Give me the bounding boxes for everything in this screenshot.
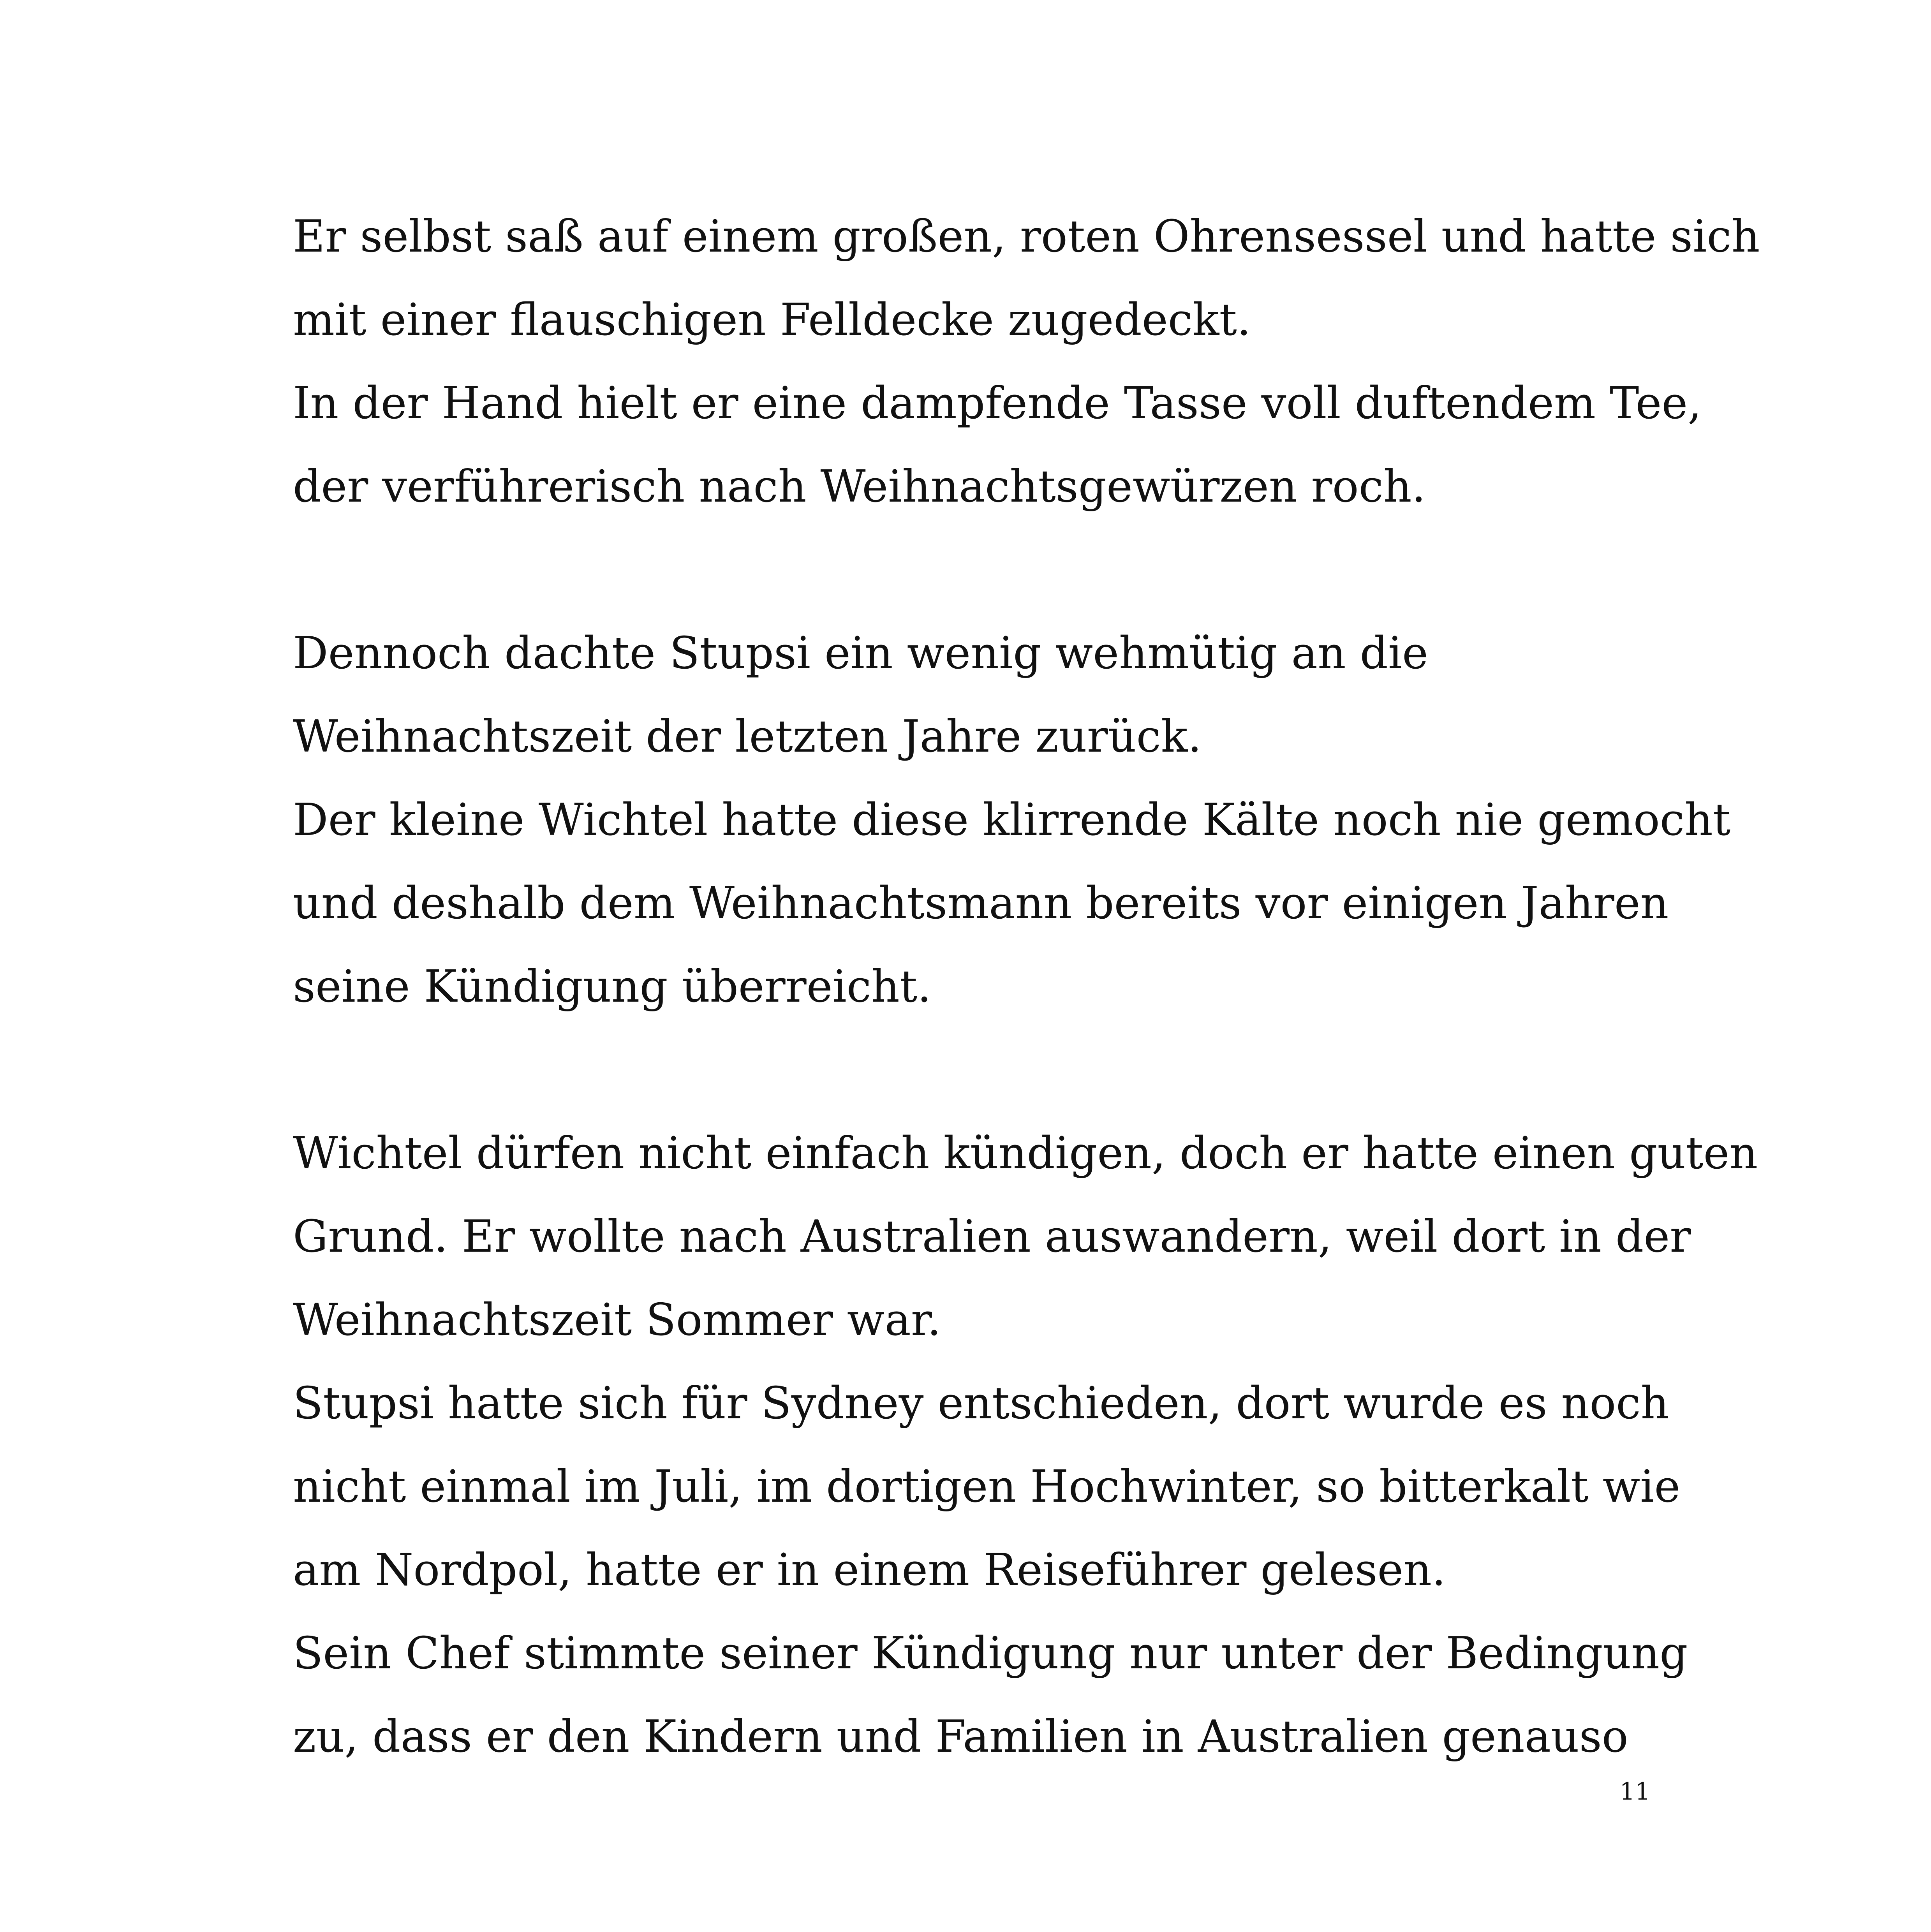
paragraph-3 xyxy=(293,1111,1758,1778)
text-line: Sein Chef stimmte seiner Kündigung nur unter der Bedingung xyxy=(293,1627,1688,1679)
text-line: Er selbst saß auf einem großen, roten Ohrensessel und hatte sich xyxy=(293,211,1760,262)
paragraph-2 xyxy=(293,611,1734,1028)
text-line: Wichtel dürfen nicht einfach kündigen, doch er hatte einen guten xyxy=(293,1127,1758,1179)
text-line: am Nordpol, hatte er in einem Reiseführer gelesen. xyxy=(293,1544,1446,1596)
text-line: Grund. Er wollte nach Australien auswandern, weil dort in der xyxy=(293,1211,1691,1262)
text-line: Weihnachtszeit der letzten Jahre zurück. xyxy=(293,711,1202,762)
text-line: Dennoch dachte Stupsi ein wenig wehmütig an die xyxy=(293,627,1428,679)
text-line: nicht einmal im Juli, im dortigen Hochwinter, so bitterkalt wie xyxy=(293,1461,1681,1512)
text-line: der verführerisch nach Weihnachtsgewürzen roch. xyxy=(293,461,1426,512)
text-line: Der kleine Wichtel hatte diese klirrende Kälte noch nie gemocht xyxy=(293,794,1731,845)
text-line: In der Hand hielt er eine dampfende Tasse voll duftendem Tee, xyxy=(293,377,1702,429)
paragraph-spacer xyxy=(293,528,1734,611)
text-line: Weihnachtszeit Sommer war. xyxy=(293,1294,941,1346)
text-line: seine Kündigung überreicht. xyxy=(293,961,932,1012)
text-line: und deshalb dem Weihnachtsmann bereits vor einigen Jahren xyxy=(293,877,1669,929)
body-text xyxy=(293,195,1760,1778)
text-line: zu, dass er den Kindern und Familien in Australien genauso xyxy=(293,1711,1628,1762)
paragraph-spacer xyxy=(293,1028,1734,1111)
page-number: 11 xyxy=(1619,1777,1651,1805)
text-line: Stupsi hatte sich für Sydney entschieden, dort wurde es noch xyxy=(293,1377,1669,1429)
text-line: mit einer flauschigen Felldecke zugedeckt. xyxy=(293,294,1251,345)
paragraph-1 xyxy=(293,195,1760,528)
